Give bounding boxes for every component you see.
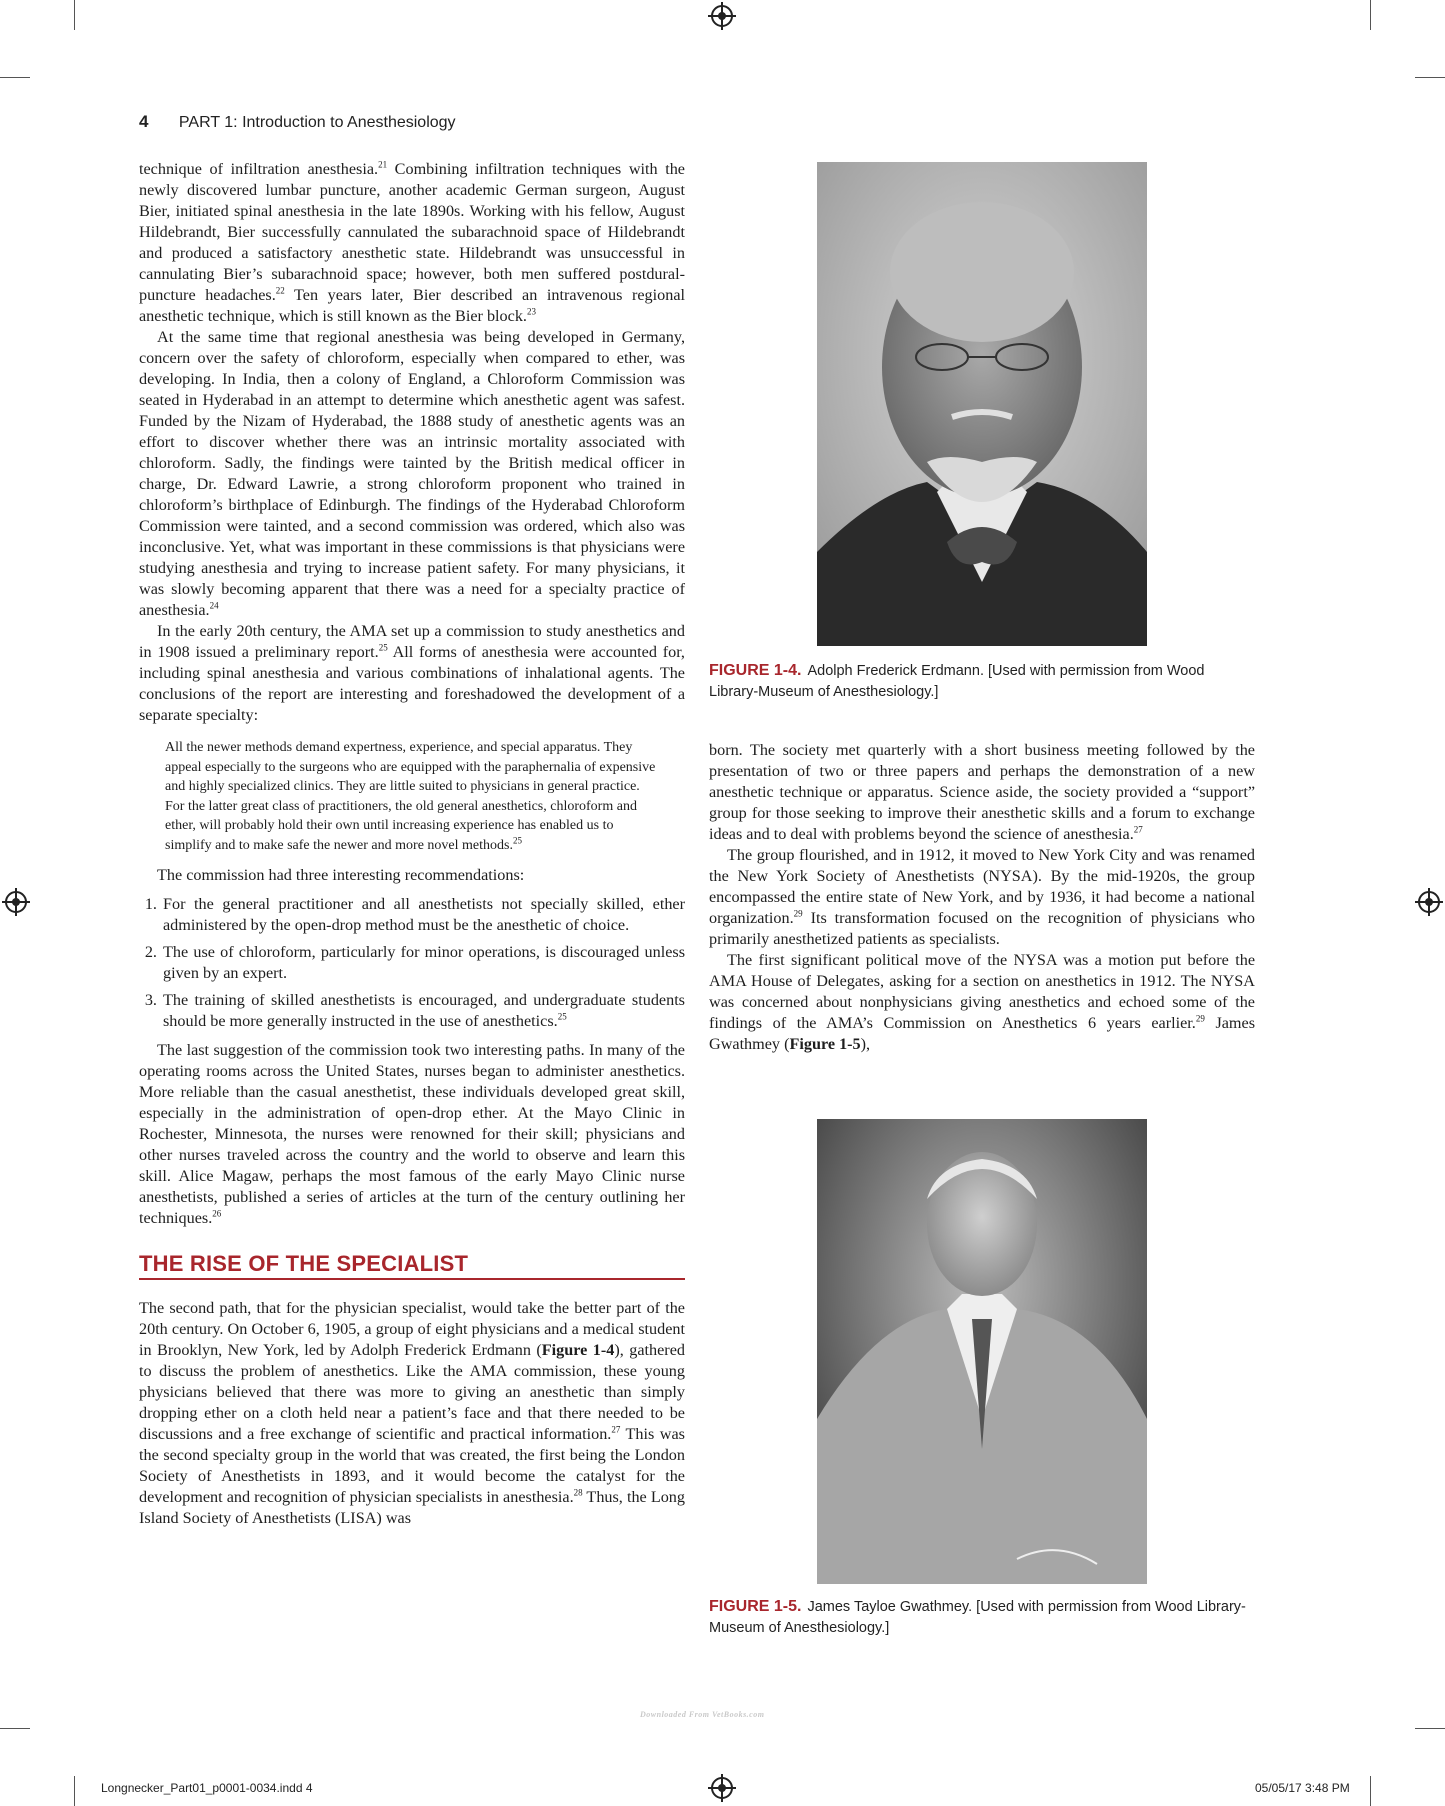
figure-reference: Figure 1-4 xyxy=(541,1341,615,1359)
paragraph: technique of infiltration anesthesia.$^{21}$ Combining infiltration techniques with the newly discovered lumbar puncture, another academic German surgeon, August Bier, initiated spinal anesthesia in the late 1890s. Working with his fellow, August Hildebrandt, Bier successfully cannulated the subarachnoid space of Hildebrandt and produced a satisfactory anesthetic state. Hildebrandt was unsuccessful in cannulating Bier’s subarachnoid space; however, both men suffered postdural-puncture headaches.$^{22}$ Ten years later, Bier described an intravenous regional anesthetic technique, which is still known as the Bier block.$^{23}$ xyxy=(139,159,686,325)
paragraph: In the early 20th century, the AMA set up a commission to study anesthetics and in 1908 issued a preliminary report.$^{25}$ All forms of anesthesia were accounted for, including spinal anesthesia and various combinations of inhalational agents. The conclusions of the report are interesting and foreshadowed the development of a separate specialty: xyxy=(139,622,685,724)
section-title: THE RISE OF THE SPECIALIST xyxy=(139,1253,685,1280)
list-item: 3. The training of skilled anesthetists is encouraged, and undergraduate students should be more generally instructed in the use of anesthetics.$^{25}$ xyxy=(161,990,685,1032)
registration-mark-icon xyxy=(711,1777,733,1799)
citation-superscript: 25 xyxy=(557,1011,567,1022)
registration-mark-icon xyxy=(711,5,733,27)
portrait-icon xyxy=(817,162,1147,646)
recommendations-list xyxy=(139,894,685,1032)
footer-left: Longnecker_Part01_p0001-0034.indd 4 xyxy=(101,1781,313,1795)
caption-text: Adolph Frederick Erdmann. [Used with permission from Wood Library-Museum of Anesthesiology.] xyxy=(709,663,1205,700)
list-item: 2. The use of chloroform, particularly for minor operations, is discouraged unless given by an expert. xyxy=(161,942,685,984)
figure-1-4-photo xyxy=(817,162,1147,646)
paragraph: The commission had three interesting recommendations: xyxy=(157,866,525,884)
citation-superscript: 28 xyxy=(573,1487,583,1498)
citation-superscript: 21 xyxy=(378,159,388,170)
paragraph: The second path, that for the physician specialist, would take the better part of the 20th century. On October 6, 1905, a group of eight physicians and a medical student in Brooklyn, New York, led by Adolph Frederick Erdmann (Figure 1-4), gathered to discuss the problem of anesthetics. Like the AMA commission, these young physicians believed that there was more to giving an anesthetic than simply dropping ether on a cloth held near a patient’s face and that there needed to be discussions and a free exchange of scientific and practical information.$^{27}$ This was the second specialty group in the world that was created, the first being the London Society of Anesthetists in 1893, and it would become the catalyst for the development and recognition of physician specialists in anesthesia.$^{28}$ Thus, the Long Island Society of Anesthetists (LISA) was xyxy=(139,1299,685,1527)
footer-right: 05/05/17 3:48 PM xyxy=(1255,1781,1350,1795)
citation-superscript: 25 xyxy=(378,642,388,653)
page-number: 4 xyxy=(139,112,149,131)
registration-mark-icon xyxy=(1418,891,1440,913)
figure-reference: Figure 1-5 xyxy=(789,1035,861,1053)
running-title: PART 1: Introduction to Anesthesiology xyxy=(178,114,456,131)
citation-superscript: 26 xyxy=(212,1208,222,1219)
running-header xyxy=(139,112,456,132)
citation-superscript: 22 xyxy=(275,285,285,296)
citation-superscript: 24 xyxy=(209,600,219,611)
right-column xyxy=(709,740,1255,1055)
figure-label: FIGURE 1-5. xyxy=(709,1598,802,1615)
citation-superscript: 29 xyxy=(793,908,803,919)
paragraph: The group flourished, and in 1912, it moved to New York City and was renamed the New York Society of Anesthetists (NYSA). By the mid-1920s, the group encompassed the entire state of New York, and by 1936, it had become a national organization.$^{29}$ Its transformation focused on the recognition of physicians who primarily anesthetized patients as specialists. xyxy=(709,846,1255,948)
portrait-icon xyxy=(817,1119,1147,1584)
citation-superscript: 27 xyxy=(611,1424,621,1435)
paragraph: The last suggestion of the commission took two interesting paths. In many of the operating rooms across the United States, nurses began to administer anesthetics. More reliable than the casual anesthetist, these individuals developed great skill, especially in the administration of open-drop ether. At the Mayo Clinic in Rochester, Minnesota, the nurses were renowned for their skill; physicians and other nurses traveled across the country and the world to observe and learn this skill. Alice Magaw, perhaps the most famous of the early Mayo Clinic nurse anesthetists, published a series of articles at the turn of the century outlining her techniques.$^{26}$ xyxy=(139,1041,685,1227)
left-column xyxy=(139,159,685,1529)
registration-mark-icon xyxy=(5,891,27,913)
paragraph: The first significant political move of the NYSA was a motion put before the AMA House of Delegates, asking for a section on anesthetics in 1912. The NYSA was concerned about nonphysicians giving anesthetics and echoed some of the findings of the AMA’s Commission on Anesthetics 6 years earlier.$^{29}$ James Gwathmey (Figure 1-5), xyxy=(709,951,1256,1053)
list-item: 1. For the general practitioner and all anesthetists not specially skilled, ether administered by the open-drop method must be the anesthetic of choice. xyxy=(161,894,685,936)
citation-superscript: 25 xyxy=(512,834,522,845)
figure-1-4-caption xyxy=(709,660,1257,703)
caption-text: James Tayloe Gwathmey. [Used with permission from Wood Library-Museum of Anesthesiology.] xyxy=(709,1599,1246,1636)
citation-superscript: 27 xyxy=(1133,824,1143,835)
paragraph: At the same time that regional anesthesia was being developed in Germany, concern over the safety of chloroform, especially when compared to ether, was developing. In India, then a colony of England, a Chloroform Commission was seated in Hyderabad in an attempt to determine which anesthetic agent was safest. Funded by the Nizam of Hyderabad, the 1888 study of anesthetic agents was an effort to discover whether there was an intrinsic mortality associated with chloroform. Sadly, the findings were tainted by the British medical officer in charge, Dr. Edward Lawrie, a strong chloroform proponent who trained in chloroform’s birthplace of Edinburgh. The findings of the Hyderabad Chloroform Commission were tainted, and a second commission was ordered, which also was inconclusive. Yet, what was important in these commissions is that physicians were studying anesthesia and trying to increase patient safety. For many physicians, it was slowly becoming apparent that there was a need for a specialty practice of anesthesia.$^{24}$ xyxy=(139,328,685,619)
citation-superscript: 23 xyxy=(526,306,536,317)
figure-label: FIGURE 1-4. xyxy=(709,662,802,679)
watermark: Downloaded From VetBooks.com xyxy=(640,1710,765,1719)
citation-superscript: 29 xyxy=(1195,1013,1205,1024)
paragraph: born. The society met quarterly with a short business meeting followed by the presentation of two or three papers and perhaps the demonstration of a new anesthetic technique or apparatus. Science aside, the society provided a “support” group for those seeking to improve their anesthetic skills and a forum to exchange ideas and to deal with problems beyond the science of anesthesia.$^{27}$ xyxy=(709,741,1255,843)
block-quote: All the newer methods demand expertness, experience, and special apparatus. They appeal especially to the surgeons who are equipped with the paraphernalia of expensive and highly specialized clinics. They are little suited to physicians in general practice. For the latter great class of practitioners, the old general anesthetics, chloroform and ether, will probably hold their own until increasing experience has enabled us to simplify and to make safe the newer and more novel methods.$^{25}$ xyxy=(165,740,656,853)
figure-1-5-photo xyxy=(817,1119,1147,1584)
figure-1-5-caption xyxy=(709,1596,1257,1639)
